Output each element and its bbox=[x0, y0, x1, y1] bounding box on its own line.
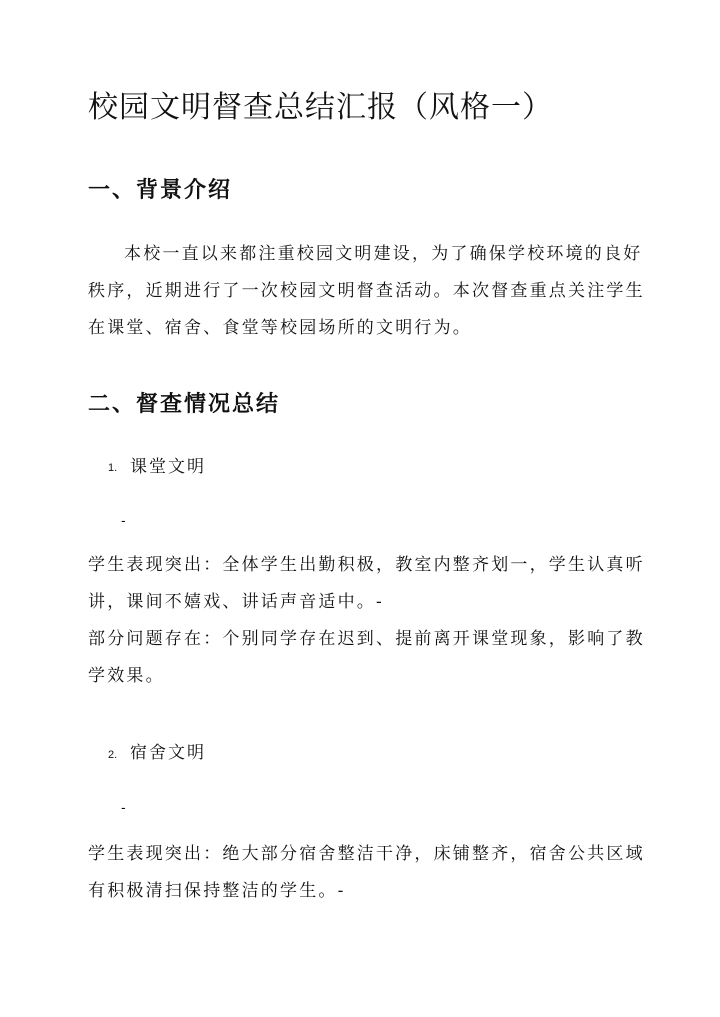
description-line: 学生表现突出：全体学生出勤积极，教室内整齐划一，学生认真听 bbox=[88, 555, 645, 575]
paragraph-line: 秩序，近期进行了一次校园文明督查活动。本次督查重点关注学生 bbox=[88, 281, 645, 301]
description-line: 讲，课间不嬉戏、讲话声音适中。- bbox=[88, 592, 384, 612]
classroom-description bbox=[88, 547, 645, 695]
list-item-title: 课堂文明 bbox=[130, 457, 206, 477]
paragraph-line: 在课堂、宿舍、食堂等校园场所的文明行为。 bbox=[88, 318, 472, 338]
list-item-number: 1. bbox=[108, 462, 118, 474]
dormitory-description bbox=[88, 836, 645, 910]
background-paragraph bbox=[88, 236, 645, 347]
list-bullet-dash: - bbox=[121, 799, 126, 815]
list-bullet-dash: - bbox=[121, 512, 126, 528]
description-line: 学生表现突出：绝大部分宿舍整洁干净，床铺整齐，宿舍公共区域 bbox=[88, 844, 645, 864]
list-item-title: 宿舍文明 bbox=[130, 743, 206, 763]
description-line: 部分问题存在：个别同学存在迟到、提前离开课堂现象，影响了教 bbox=[88, 629, 645, 649]
description-line: 有积极清扫保持整洁的学生。- bbox=[88, 881, 346, 901]
description-line: 学效果。 bbox=[88, 666, 165, 686]
section-heading-summary: 二、督查情况总结 bbox=[88, 391, 281, 417]
section-heading-background: 一、背景介绍 bbox=[88, 177, 233, 203]
paragraph-line: 本校一直以来都注重校园文明建设，为了确保学校环境的良好 bbox=[124, 244, 643, 264]
document-title: 校园文明督查总结汇报（风格一） bbox=[88, 90, 553, 125]
list-item-number: 2. bbox=[108, 749, 118, 761]
